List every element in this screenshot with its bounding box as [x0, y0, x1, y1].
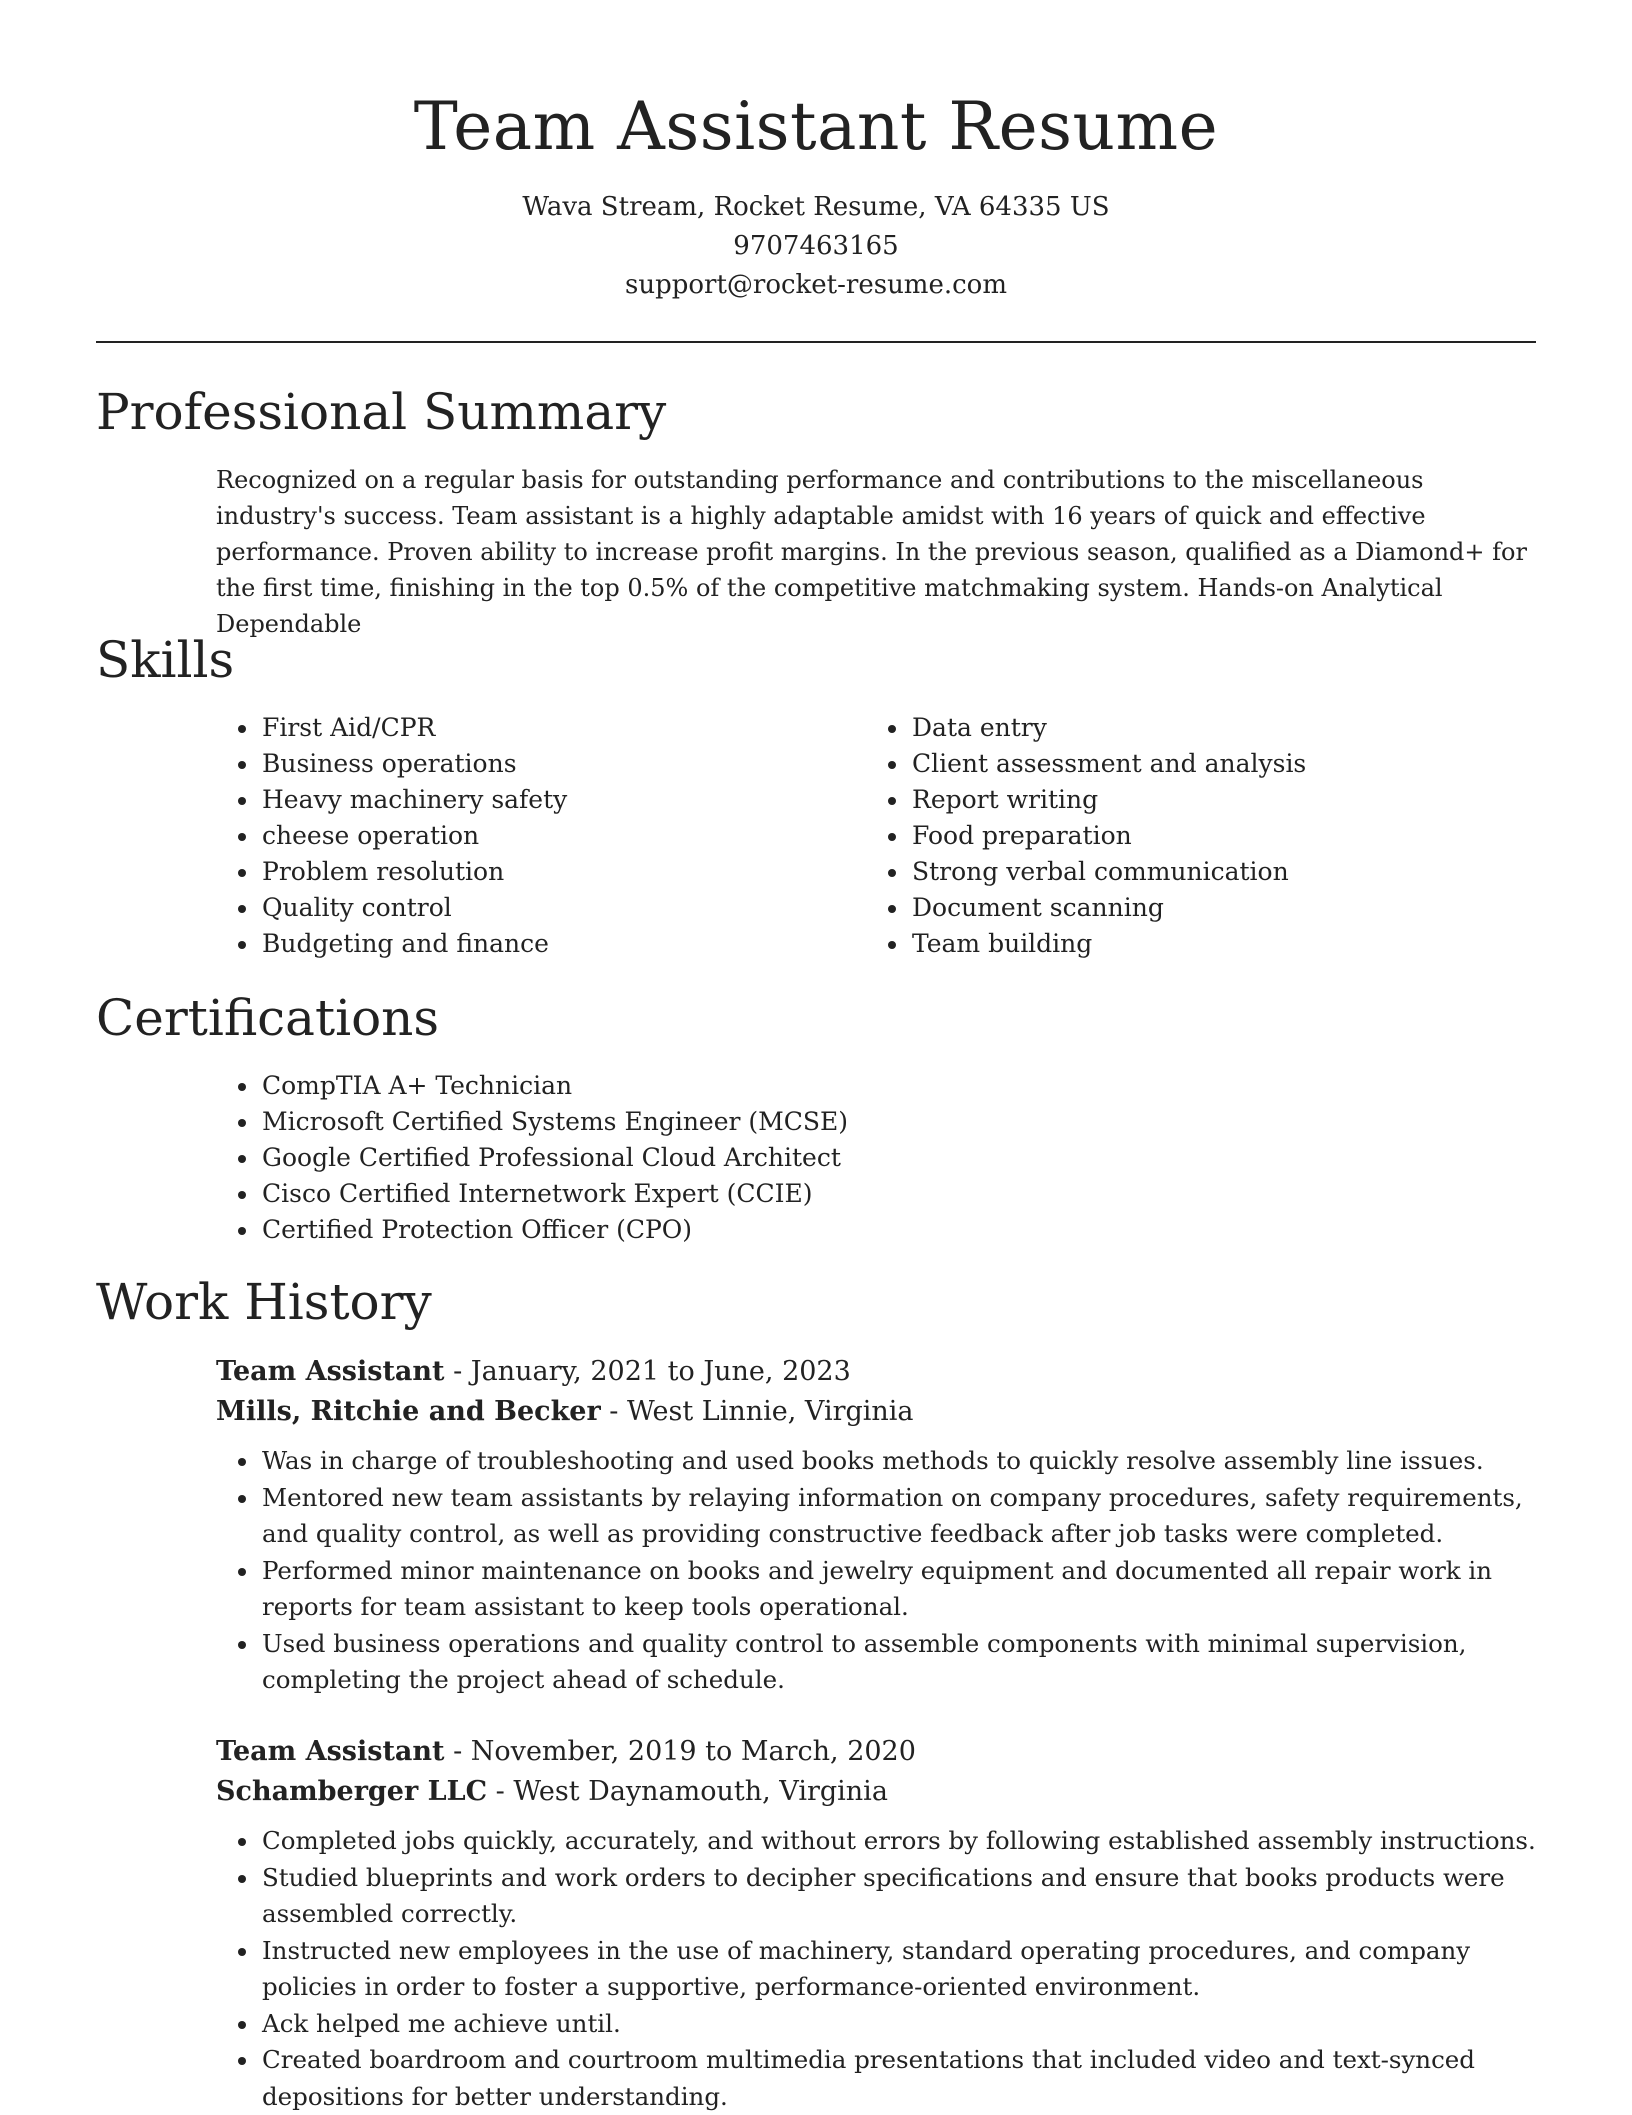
certification-item: • Cisco Certified Internetwork Expert (CCIE) — [260, 1176, 1536, 1212]
job-dates: - November, 2019 to March, 2020 — [444, 1736, 916, 1767]
skill-item: • First Aid/CPR — [260, 710, 836, 746]
job-title-line — [216, 1352, 1536, 1392]
skill-item: • Budgeting and finance — [260, 926, 836, 962]
certification-item: • Google Certified Professional Cloud Architect — [260, 1140, 1536, 1176]
job-company: Mills, Ritchie and Becker — [216, 1396, 601, 1427]
job-company-line — [216, 1772, 1536, 1812]
job-company-line — [216, 1392, 1536, 1432]
job-duty-item: • Completed jobs quickly, accurately, and without errors by following established assembly instructions. — [260, 1823, 1536, 1860]
skill-item: • Problem resolution — [260, 854, 836, 890]
job-title: Team Assistant — [216, 1356, 445, 1387]
skill-item: • Report writing — [910, 782, 1536, 818]
resume-header — [0, 0, 1632, 305]
job-duty-item: • Studied blueprints and work orders to decipher specifications and ensure that books products were assembled correctly. — [260, 1860, 1536, 1933]
skills-column-left — [216, 710, 836, 962]
skill-item: • Document scanning — [910, 890, 1536, 926]
job-dates: - January, 2021 to June, 2023 — [444, 1356, 851, 1387]
skill-item: • cheese operation — [260, 818, 836, 854]
certification-item: • CompTIA A+ Technician — [260, 1068, 1536, 1104]
job-location: - West Daynamouth, Virginia — [487, 1776, 888, 1807]
certification-item: • Microsoft Certified Systems Engineer (MCSE) — [260, 1104, 1536, 1140]
summary-text: Recognized on a regular basis for outstanding performance and contributions to the miscellaneous industry's success. Team assistant is a highly adaptable amidst with 16 years of quick and effective performance. Proven ability to increase profit margins. In the previous season, qualified as a Diamond+ for the first time, finishing in the top 0.5% of the competitive matchmaking system. Hands-on Analytical Dependable — [216, 466, 1527, 638]
skill-item: • Business operations — [260, 746, 836, 782]
certifications-heading: Certifications — [96, 989, 440, 1047]
skill-item: • Data entry — [910, 710, 1536, 746]
job-entry — [216, 1352, 1536, 1699]
summary-heading: Professional Summary — [96, 383, 667, 441]
contact-phone: 9707463165 — [733, 231, 899, 261]
job-duties-list — [216, 1443, 1536, 1699]
job-duty-item: • Instructed new employees in the use of machinery, standard operating procedures, and company policies in order to foster a supportive, performance-oriented environment. — [260, 1933, 1536, 2006]
job-duty-item: • Ack helped me achieve until. — [260, 2006, 1536, 2043]
contact-block — [0, 188, 1632, 305]
job-title: Team Assistant — [216, 1736, 445, 1767]
job-duty-item: • Was in charge of troubleshooting and used books methods to quickly resolve assembly line issues. — [260, 1443, 1536, 1480]
skills-column-right — [866, 710, 1536, 962]
certifications-block — [216, 1068, 1536, 1248]
skill-item: • Food preparation — [910, 818, 1536, 854]
contact-address: Wava Stream, Rocket Resume, VA 64335 US — [522, 192, 1110, 222]
skills-heading: Skills — [96, 631, 235, 689]
skills-list-left — [216, 710, 836, 962]
skill-item: • Client assessment and analysis — [910, 746, 1536, 782]
job-duty-item: • Mentored new team assistants by relaying information on company procedures, safety requirements, and quality control, as well as providing constructive feedback after job tasks were completed. — [260, 1480, 1536, 1553]
skill-item: • Heavy machinery safety — [260, 782, 836, 818]
job-location: - West Linnie, Virginia — [600, 1396, 914, 1427]
job-duty-item: • Performed minor maintenance on books and jewelry equipment and documented all repair work in reports for team assistant to keep tools operational. — [260, 1553, 1536, 1626]
job-duty-item: • Used business operations and quality control to assemble components with minimal supervision, completing the project ahead of schedule. — [260, 1626, 1536, 1699]
resume-title: Team Assistant Resume — [413, 88, 1219, 165]
skill-item: • Strong verbal communication — [910, 854, 1536, 890]
job-entry — [216, 1732, 1536, 2115]
contact-email: support@rocket-resume.com — [624, 270, 1007, 300]
certifications-list — [216, 1068, 1536, 1248]
certification-item: • Certified Protection Officer (CPO) — [260, 1212, 1536, 1248]
job-duties-list — [216, 1823, 1536, 2115]
skill-item: • Quality control — [260, 890, 836, 926]
job-duty-item: • Created boardroom and courtroom multimedia presentations that included video and text-synced depositions for better understanding. — [260, 2042, 1536, 2115]
skills-list-right — [866, 710, 1536, 962]
skill-item: • Team building — [910, 926, 1536, 962]
header-divider — [96, 341, 1536, 343]
job-company: Schamberger LLC — [216, 1776, 488, 1807]
work-history-heading: Work History — [96, 1273, 432, 1331]
job-title-line — [216, 1732, 1536, 1772]
